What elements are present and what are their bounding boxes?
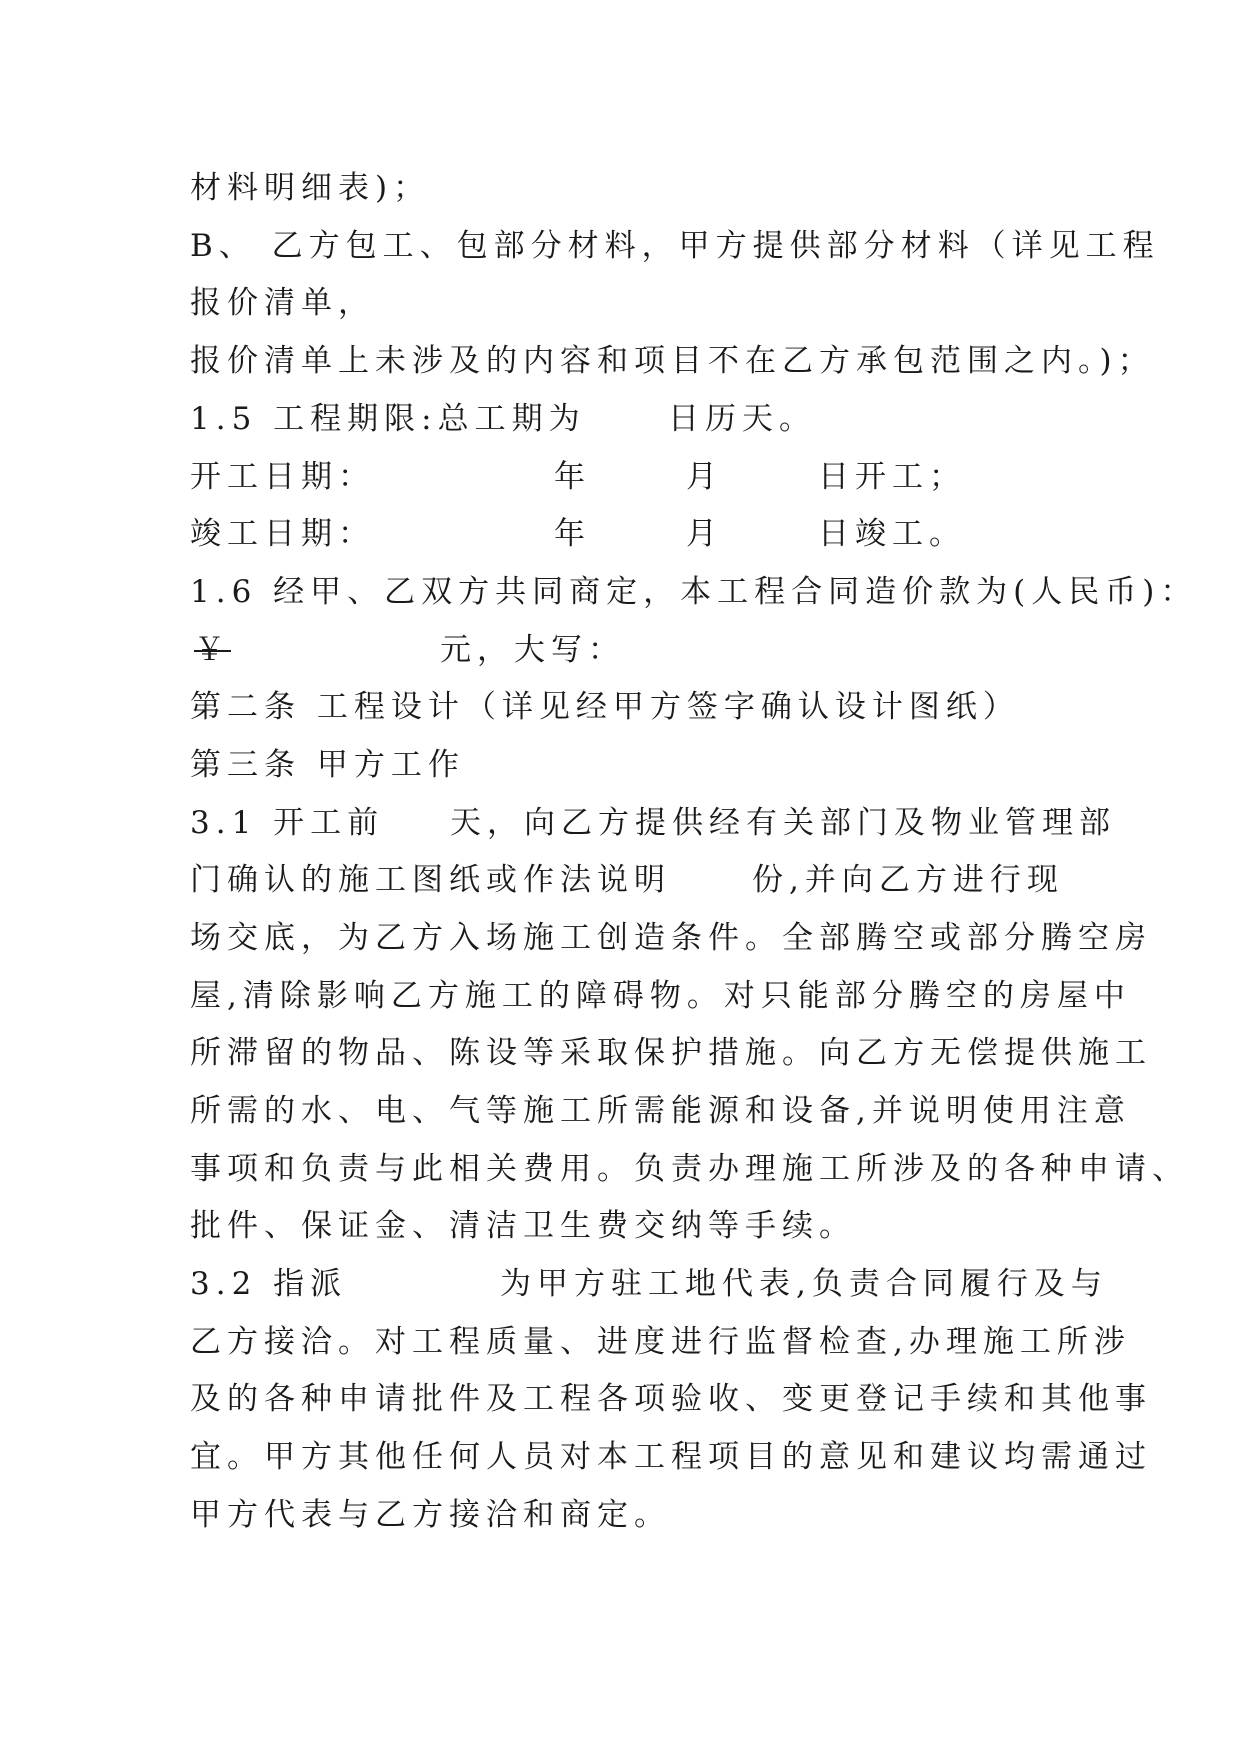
text-segment: 份,并向乙方进行现	[752, 862, 1064, 898]
text-segment: 开工日期：	[190, 459, 375, 495]
text-segment: 3.1 开工前	[190, 805, 385, 841]
text-segment: 场交底，为乙方入场施工创造条件。全部腾空或部分腾空房	[190, 920, 1152, 956]
text-segment: 年	[554, 459, 591, 495]
text-segment: 第二条 工程设计（详见经甲方签字确认设计图纸）	[190, 689, 1020, 725]
text-segment: 所滞留的物品、陈设等采取保护措施。向乙方无偿提供施工	[190, 1035, 1152, 1071]
text-segment: 屋,清除影响乙方施工的障碍物。对只能部分腾空的房屋中	[190, 978, 1131, 1014]
text-segment: 乙方接洽。对工程质量、进度进行监督检查,办理施工所涉	[190, 1324, 1131, 1360]
text-segment: 报价清单上未涉及的内容和项目不在乙方承包范围之内。)；	[190, 343, 1155, 379]
text-segment: 天，向乙方提供经有关部门及物业管理部	[450, 805, 1116, 841]
text-segment: B、 乙方包工、包部分材料，甲方提供部分材料（详见工程	[190, 228, 1160, 264]
text-segment: 1.5 工程期限:总工期为	[190, 401, 586, 437]
text-segment: 材料明细表)；	[190, 170, 431, 206]
text-segment: 为甲方驻工地代表,负责合同履行及与	[500, 1266, 1108, 1302]
text-segment: 批件、保证金、清洁卫生费交纳等手续。	[190, 1208, 856, 1244]
text-segment: 门确认的施工图纸或作法说明	[190, 862, 671, 898]
text-segment: 日历天。	[668, 401, 816, 437]
text-segment: 日开工；	[818, 459, 966, 495]
text-segment: 事项和负责与此相关费用。负责办理施工所涉及的各种申请、	[190, 1151, 1189, 1187]
text-segment: 日竣工。	[818, 516, 966, 552]
text-segment: 宜。甲方其他任何人员对本工程项目的意见和建议均需通过	[190, 1439, 1152, 1475]
text-segment: 所需的水、电、气等施工所需能源和设备,并说明使用注意	[190, 1093, 1131, 1129]
text-segment: 竣工日期：	[190, 516, 375, 552]
text-segment: 3.2 指派	[190, 1266, 348, 1302]
text-segment: 元，大写：	[440, 632, 625, 668]
text-segment: 1.6 经甲、乙双方共同商定，本工程合同造价款为(人民币)：	[190, 574, 1198, 610]
text-segment: 第三条 甲方工作	[190, 747, 465, 783]
text-segment: 报价清单，	[190, 285, 375, 321]
text-segment: 及的各种申请批件及工程各项验收、变更登记手续和其他事	[190, 1381, 1152, 1417]
text-segment: 月	[686, 459, 723, 495]
text-segment: 年	[554, 516, 591, 552]
text-segment: 甲方代表与乙方接洽和商定。	[190, 1497, 671, 1533]
yen-symbol: ￥	[194, 632, 231, 668]
text-segment: 月	[686, 516, 723, 552]
